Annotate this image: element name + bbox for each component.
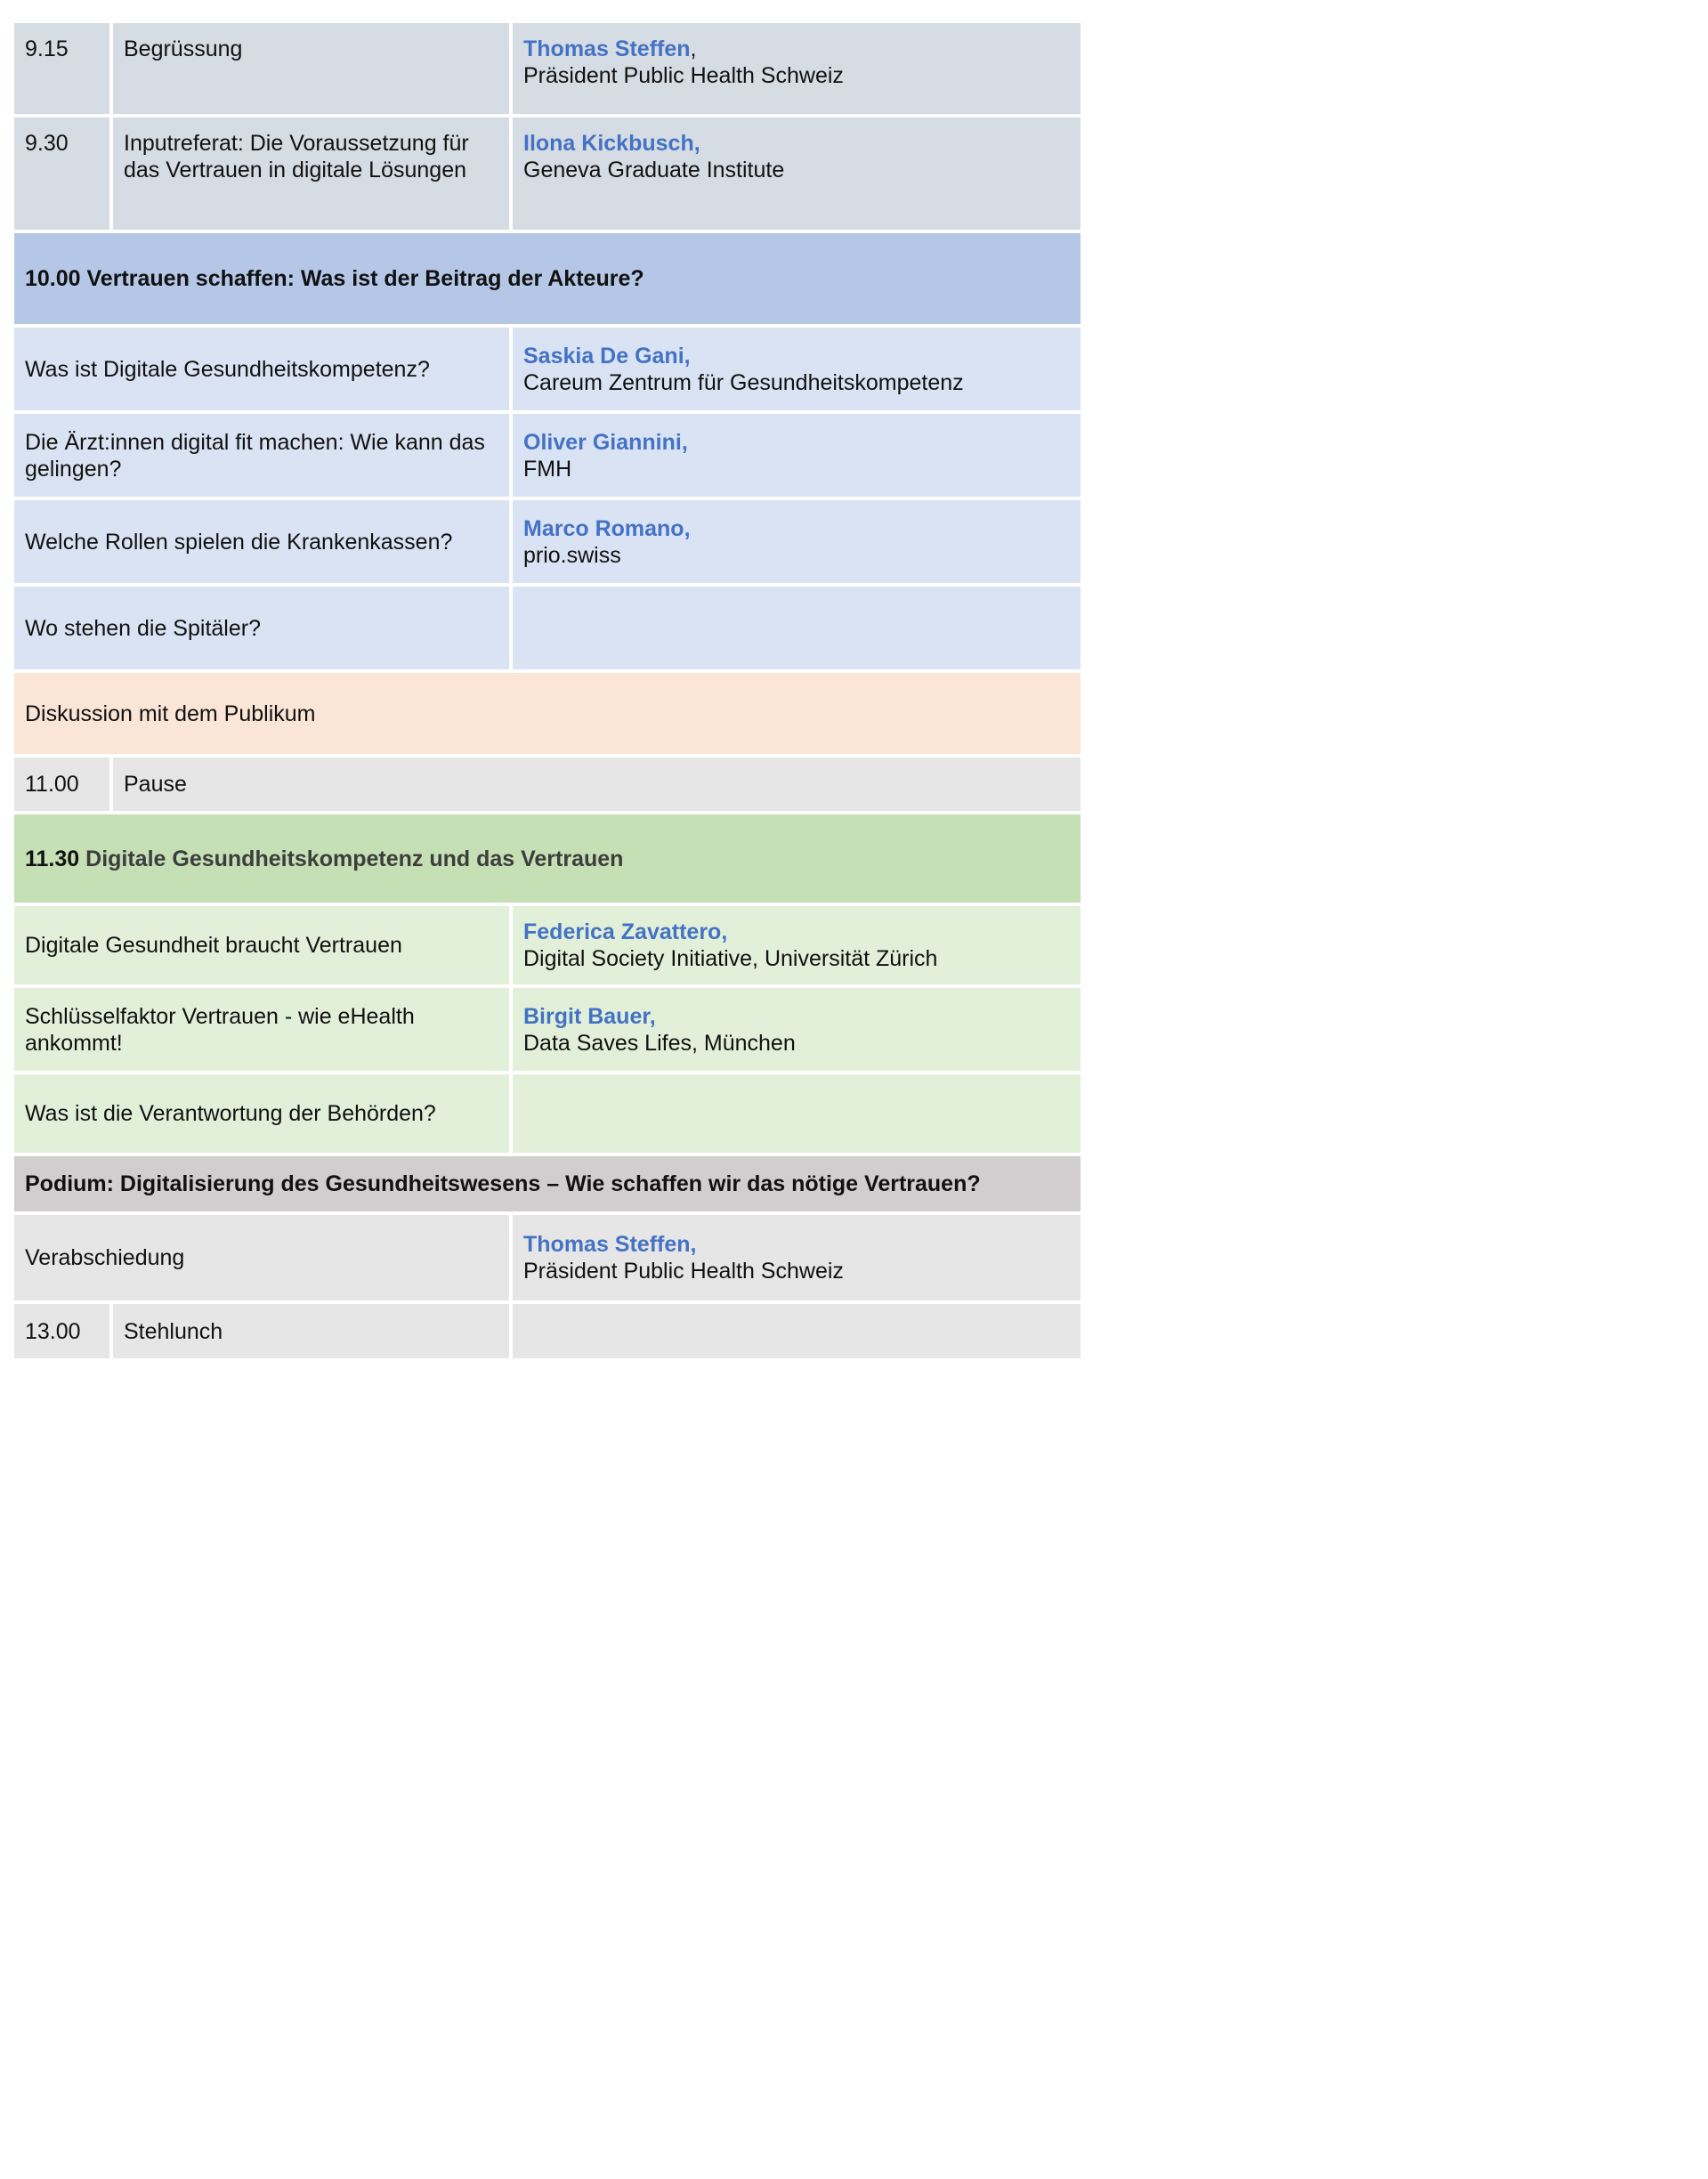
program-row <box>14 757 1081 811</box>
discussion-cell <box>14 673 1081 754</box>
program-table <box>14 23 1081 1362</box>
session-title: Welche Rollen spielen die Krankenkassen? <box>25 529 453 555</box>
session-title: Schlüsselfaktor Vertrauen - wie eHealth ankommt! <box>25 1003 415 1056</box>
time-cell <box>14 757 109 811</box>
time-cell <box>14 1304 109 1358</box>
section-header <box>14 814 1081 903</box>
section-heading-cell <box>14 233 1081 324</box>
speaker-cell <box>513 328 1081 410</box>
speaker <box>523 36 1070 62</box>
session-title: Begrüssung <box>124 36 243 61</box>
speaker-org: FMH <box>523 456 572 482</box>
title-cell <box>113 23 509 114</box>
program-row <box>14 414 1081 497</box>
time: 13.00 <box>25 1318 81 1344</box>
program-row <box>14 1074 1081 1153</box>
speaker-org: Geneva Graduate Institute <box>523 158 785 182</box>
speaker-name: Birgit Bauer, <box>523 1003 656 1029</box>
time-cell <box>14 23 109 114</box>
session-title: Wo stehen die Spitäler? <box>25 615 261 641</box>
podium-cell <box>14 1156 1081 1211</box>
section-heading: 10.00 Vertrauen schaffen: Was ist der Beitrag der Akteure? <box>25 266 644 291</box>
section-heading-cell <box>14 814 1081 903</box>
section-title: Digitale Gesundheitskompetenz und das Vertrauen <box>85 846 624 871</box>
title-cell <box>14 328 509 410</box>
speaker-name: Thomas Steffen, <box>523 1232 697 1257</box>
title-cell <box>14 414 509 497</box>
title-cell <box>14 1074 509 1153</box>
speaker-cell <box>513 906 1081 984</box>
title-cell <box>113 757 1081 811</box>
speaker-cell <box>513 1215 1081 1300</box>
speaker-name: Thomas Steffen <box>523 36 691 61</box>
program-row <box>14 1304 1081 1358</box>
speaker-cell-empty <box>513 1304 1081 1358</box>
discussion-label: Diskussion mit dem Publikum <box>25 701 316 726</box>
time: 11.00 <box>25 772 79 797</box>
speaker-cell <box>513 117 1081 230</box>
discussion-row <box>14 673 1081 754</box>
speaker-name: Marco Romano, <box>523 515 691 541</box>
time: 9.15 <box>25 36 69 61</box>
session-title: Digitale Gesundheit braucht Vertrauen <box>25 933 402 958</box>
speaker-cell <box>513 988 1081 1071</box>
podium-heading: Podium: Digitalisierung des Gesundheitswesens – Wie schaffen wir das nötige Vertrauen? <box>25 1171 981 1196</box>
section-number: 11.30 <box>25 846 80 871</box>
session-title: Verabschiedung <box>25 1245 185 1270</box>
speaker-org: Präsident Public Health Schweiz <box>523 63 844 88</box>
speaker-cell-empty <box>513 1074 1081 1153</box>
speaker-org: prio.swiss <box>523 542 621 568</box>
program-row <box>14 117 1081 230</box>
program-row <box>14 988 1081 1071</box>
speaker-name: Oliver Giannini, <box>523 429 688 455</box>
speaker-cell-empty <box>513 587 1081 669</box>
program-row <box>14 587 1081 669</box>
title-cell <box>14 587 509 669</box>
time-cell <box>14 117 109 230</box>
title-cell <box>14 1215 509 1300</box>
speaker-org: Digital Society Initiative, Universität Zürich <box>523 946 938 971</box>
speaker-name-suffix: , <box>690 36 697 61</box>
session-title: Die Ärzt:innen digital fit machen: Wie kann das gelingen? <box>25 429 485 482</box>
speaker-cell <box>513 23 1081 114</box>
session-title: Stehlunch <box>124 1318 223 1344</box>
session-title: Was ist die Verantwortung der Behörden? <box>25 1101 436 1126</box>
title-cell <box>14 906 509 984</box>
speaker-name: Saskia De Gani, <box>523 343 691 369</box>
speaker-name: Federica Zavattero, <box>523 919 728 944</box>
speaker-name: Ilona Kickbusch, <box>523 131 700 156</box>
title-cell <box>14 500 509 583</box>
program-row <box>14 906 1081 984</box>
session-title: Pause <box>124 772 187 797</box>
title-cell <box>14 988 509 1071</box>
program-row <box>14 23 1081 114</box>
session-title: Inputreferat: Die Voraussetzung für das Vertrauen in digitale Lösungen <box>124 131 469 182</box>
session-title: Was ist Digitale Gesundheitskompetenz? <box>25 356 430 382</box>
program-row <box>14 500 1081 583</box>
title-cell <box>113 117 509 230</box>
section-heading <box>25 846 1070 872</box>
speaker-org: Data Saves Lifes, München <box>523 1030 796 1056</box>
title-cell <box>113 1304 509 1358</box>
section-header <box>14 233 1081 324</box>
program-row <box>14 328 1081 410</box>
speaker-cell <box>513 414 1081 497</box>
speaker-org: Careum Zentrum für Gesundheitskompetenz <box>523 369 964 395</box>
program-row <box>14 1215 1081 1300</box>
speaker-org: Präsident Public Health Schweiz <box>523 1259 844 1284</box>
time: 9.30 <box>25 131 69 156</box>
speaker-cell <box>513 500 1081 583</box>
podium-row <box>14 1156 1081 1211</box>
